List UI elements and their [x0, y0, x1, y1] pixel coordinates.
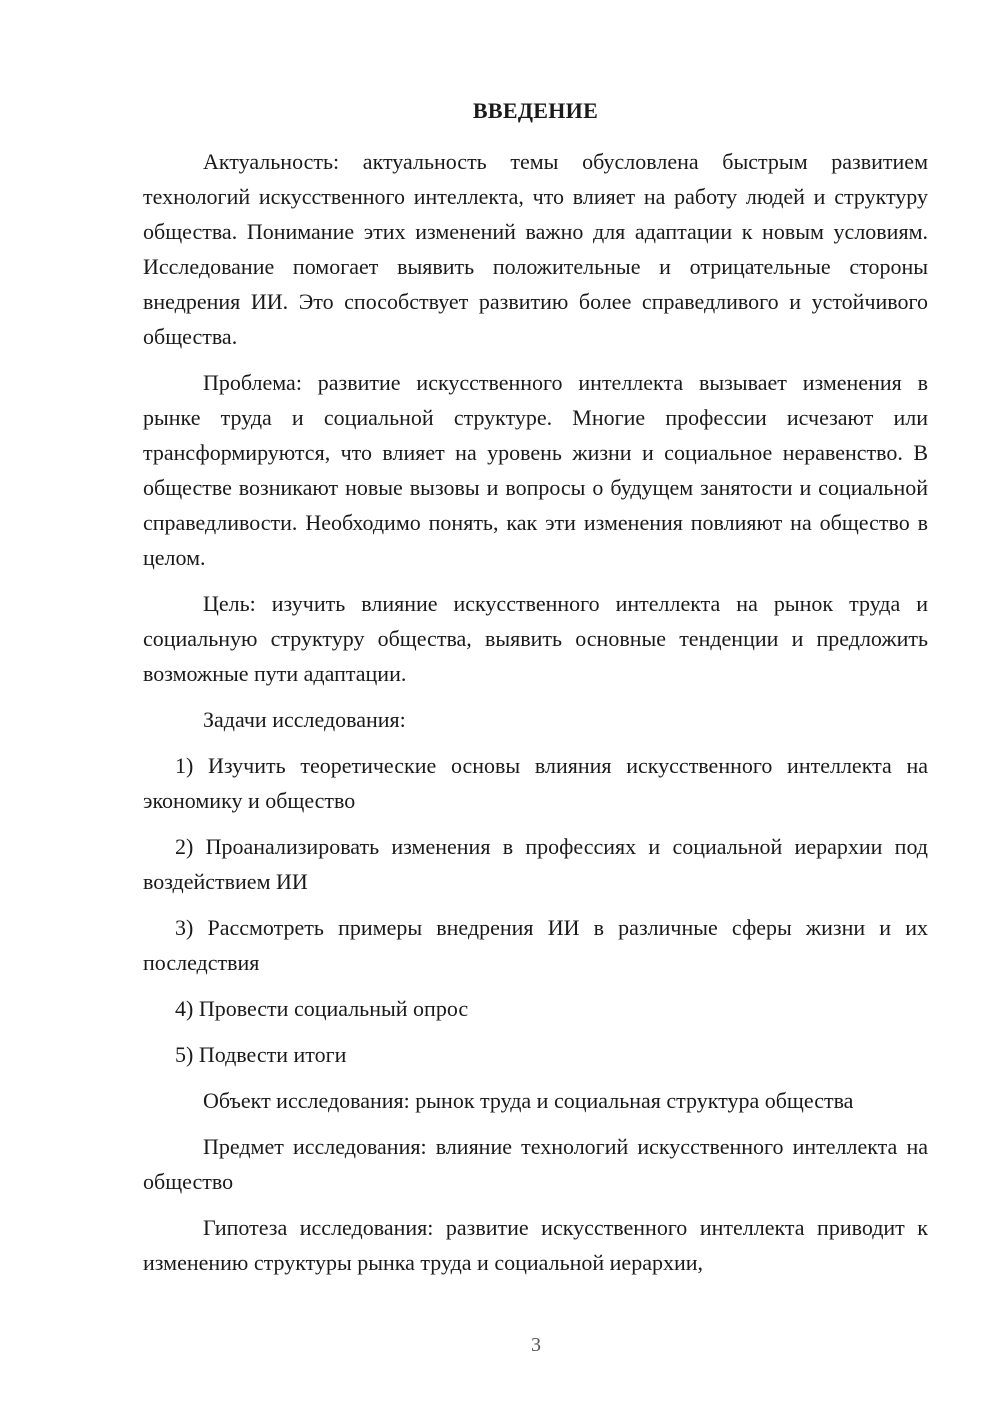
- subject-paragraph: Предмет исследования: влияние технологий искусственного интеллекта на общество: [143, 1134, 928, 1194]
- hypothesis-paragraph: Гипотеза исследования: развитие искусственного интеллекта приводит к изменению структуры рынка труда и социальной иерархии,: [143, 1215, 928, 1275]
- task-item-1: 1) Изучить теоретические основы влияния искусственного интеллекта на экономику и общество: [143, 753, 928, 813]
- relevance-paragraph: Актуальность: актуальность темы обусловлена быстрым развитием технологий искусственного интеллекта, что влияет на работу людей и структуру общества. Понимание этих изменений важно для адаптации к новым условиям. Исследование помогает выявить положительные и отрицательные стороны внедрения ИИ. Это способствует развитию более справедливого и устойчивого общества.: [143, 149, 928, 349]
- tasks-title: Задачи исследования:: [203, 707, 406, 732]
- task-item-4: 4) Провести социальный опрос: [175, 996, 469, 1021]
- goal-paragraph: Цель: изучить влияние искусственного интеллекта на рынок труда и социальную структуру общества, выявить основные тенденции и предложить возможные пути адаптации.: [143, 591, 928, 686]
- task-item-5: 5) Подвести итоги: [175, 1042, 347, 1067]
- task-item-3: 3) Рассмотреть примеры внедрения ИИ в различные сферы жизни и их последствия: [143, 915, 928, 975]
- problem-paragraph: Проблема: развитие искусственного интеллекта вызывает изменения в рынке труда и социальной структуре. Многие профессии исчезают или трансформируются, что влияет на уровень жизни и социальное неравенство. В обществе возникают новые вызовы и вопросы о будущем занятости и социальной справедливости. Необходимо понять, как эти изменения повлияют на общество в целом.: [143, 370, 928, 570]
- document-body: [143, 96, 928, 1291]
- task-item-2: 2) Проанализировать изменения в профессиях и социальной иерархии под воздействием ИИ: [143, 834, 928, 894]
- object-paragraph: Объект исследования: рынок труда и социальная структура общества: [203, 1088, 854, 1113]
- page-number: 3: [531, 1334, 541, 1356]
- section-heading: ВВЕДЕНИЕ: [472, 98, 599, 123]
